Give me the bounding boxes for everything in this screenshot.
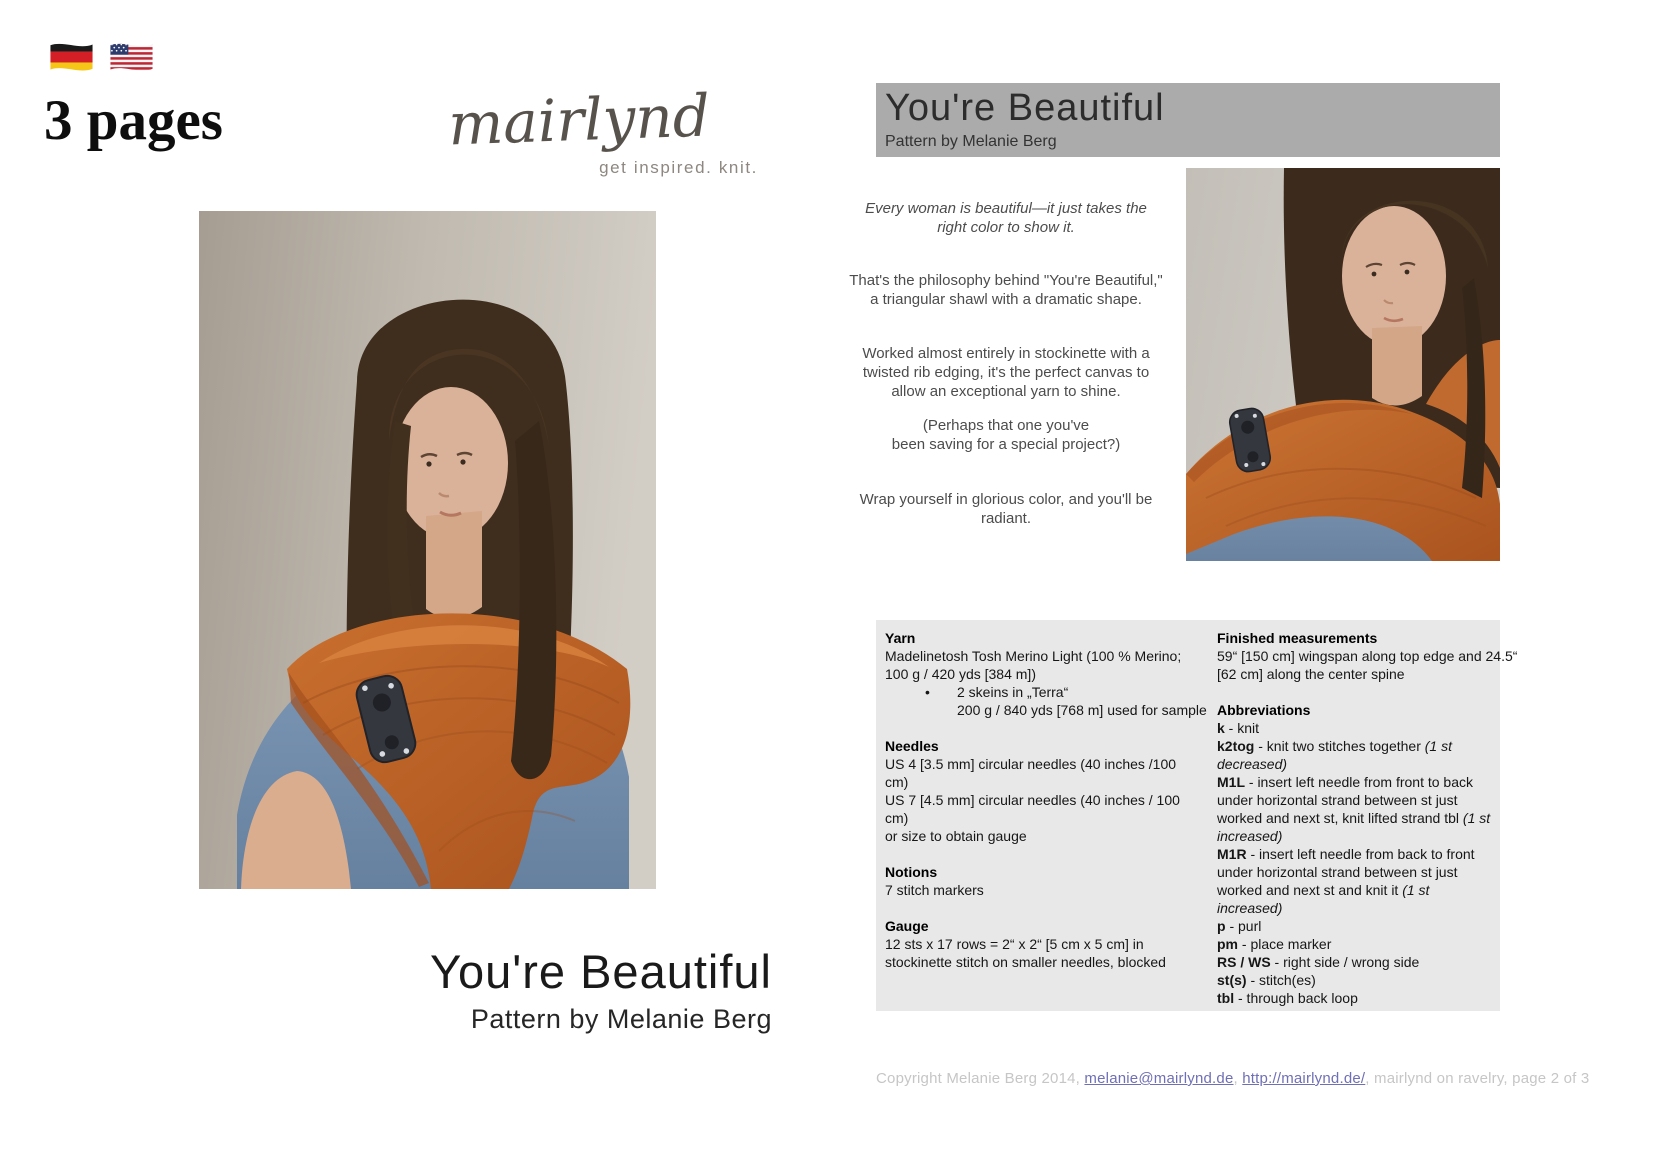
page-count-label: 3 pages <box>44 89 223 152</box>
needles-heading: Needles <box>885 738 939 754</box>
needles-section: Needles US 4 [3.5 mm] circular needles (40 inches /100 cm) US 7 [4.5 mm] circular needles (40 inches / 100 cm) or size to obtain gauge <box>885 737 1197 845</box>
footer-suffix-text: , mairlynd on ravelry, page 2 of 3 <box>1365 1070 1590 1087</box>
intro-text <box>845 199 1167 528</box>
gauge-section: Gauge 12 sts x 17 rows = 2“ x 2“ [5 cm x 5 cm] in stockinette stitch on smaller needles, blocked <box>885 917 1197 971</box>
pattern-info-box <box>876 620 1518 1011</box>
intro-paragraph: (Perhaps that one you've been saving for a special project?) <box>891 417 1121 453</box>
pattern-header-bar <box>876 83 1500 157</box>
german-flag-icon <box>48 40 95 74</box>
abbreviation-item: M1L - insert left needle from front to back under horizontal strand between st just worked and next st, knit lifted strand tbl (1 st increased) <box>1217 774 1491 844</box>
pattern-title: You're Beautiful <box>885 87 1165 129</box>
measurements-heading: Finished measurements <box>1217 630 1378 646</box>
mairlynd-logo <box>398 78 760 178</box>
language-flags <box>48 40 155 74</box>
abbreviation-item: M1R - insert left needle from back to front under horizontal strand between st just worked and next st and knit it (1 st increased) <box>1217 846 1475 916</box>
abbreviation-item: tbl - through back loop <box>1217 990 1358 1006</box>
abbreviation-item: p - purl <box>1217 918 1262 934</box>
notions-heading: Notions <box>885 864 938 880</box>
abbreviations-heading: Abbreviations <box>1217 702 1311 718</box>
copyright-text: Copyright Melanie Berg 2014, <box>876 1070 1085 1087</box>
gauge-heading: Gauge <box>885 918 929 934</box>
yarn-section: Yarn Madelinetosh Tosh Merino Light (100 % Merino; 100 g / 420 yds [384 m]) • 2 skeins in „Terra“ 200 g / 840 yds [768 m] used for sample <box>885 630 1207 718</box>
email-link[interactable]: melanie@mairlynd.de <box>1084 1070 1234 1087</box>
measurements-section: Finished measurements 59“ [150 cm] wingspan along top edge and 24.5“ [62 cm] along the center spine <box>1217 630 1518 682</box>
photo-model-wearing-shawl <box>199 211 656 889</box>
us-flag-icon <box>108 40 155 74</box>
pattern-author: Pattern by Melanie Berg <box>885 133 1057 150</box>
abbreviation-item: RS / WS - right side / wrong side <box>1217 954 1420 970</box>
abbreviations-section <box>1217 701 1498 1007</box>
abbreviation-item: k - knit <box>1217 720 1260 736</box>
photo-model-closeup <box>1186 168 1500 561</box>
info-right-column <box>1217 629 1518 1011</box>
website-link[interactable]: http://mairlynd.de/ <box>1242 1070 1366 1087</box>
yarn-heading: Yarn <box>885 630 916 646</box>
logo-script-text: mairlynd <box>447 81 711 159</box>
intro-paragraph: Wrap yourself in glorious color, and you'll be radiant. <box>859 491 1153 527</box>
intro-quote: Every woman is beautiful—it just takes the right color to show it. <box>865 200 1147 236</box>
copyright-footer: Copyright Melanie Berg 2014, melanie@mairlynd.de, http://mairlynd.de/, mairlynd on ravelry, page 2 of 3 <box>876 1070 1590 1087</box>
left-page-title: You're Beautiful <box>429 945 772 998</box>
abbreviation-item: st(s) - stitch(es) <box>1217 972 1316 988</box>
abbreviation-item: pm - place marker <box>1217 936 1332 952</box>
bullet-icon: • <box>925 684 930 700</box>
logo-tagline: get inspired. knit. <box>599 158 758 178</box>
intro-paragraph: Worked almost entirely in stockinette with a twisted rib edging, it's the perfect canvas to allow an exceptional yarn to shine. <box>862 345 1150 400</box>
abbreviation-item: k2tog - knit two stitches together (1 st decreased) <box>1217 738 1452 772</box>
intro-paragraph: That's the philosophy behind "You're Beautiful," a triangular shawl with a dramatic shape. <box>849 272 1163 308</box>
notions-section: Notions 7 stitch markers <box>885 863 1197 899</box>
info-left-column <box>885 629 1207 1011</box>
left-page-subtitle: Pattern by Melanie Berg <box>470 1004 772 1034</box>
